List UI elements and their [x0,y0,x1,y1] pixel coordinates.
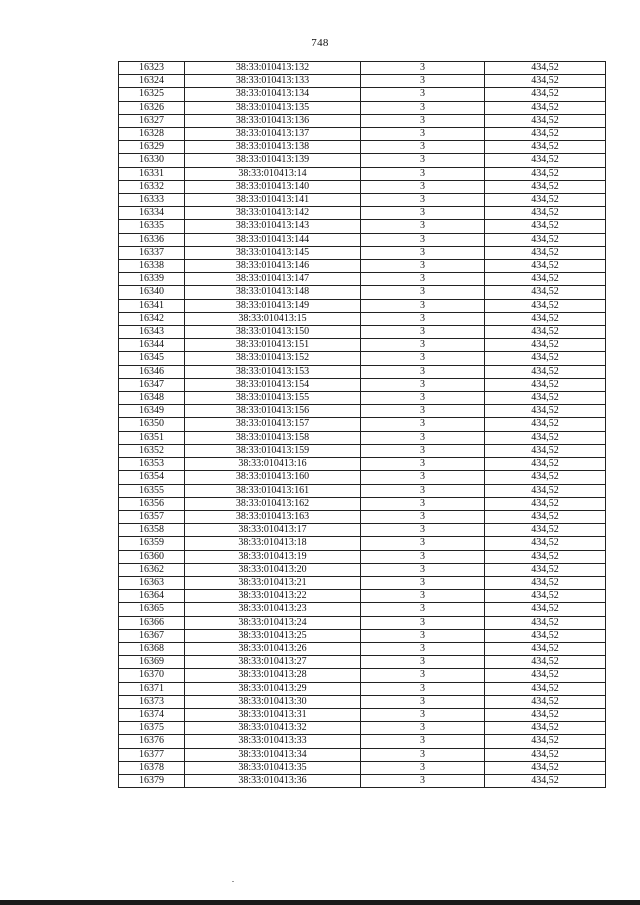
area-cell: 434,52 [485,603,606,616]
table-row [119,774,606,787]
area-cell: 434,52 [485,114,606,127]
area-cell: 434,52 [485,563,606,576]
area-cell: 434,52 [485,167,606,180]
area-cell: 434,52 [485,708,606,721]
table-row [119,233,606,246]
count-cell: 3 [361,761,485,774]
table-row [119,748,606,761]
table-row [119,735,606,748]
area-cell: 434,52 [485,748,606,761]
row-number-cell: 16352 [119,444,185,457]
cadastral-number-cell: 38:33:010413:147 [185,273,361,286]
area-cell: 434,52 [485,590,606,603]
count-cell: 3 [361,458,485,471]
row-number-cell: 16347 [119,378,185,391]
area-cell: 434,52 [485,326,606,339]
cadastral-number-cell: 38:33:010413:24 [185,616,361,629]
table-row [119,537,606,550]
row-number-cell: 16356 [119,497,185,510]
row-number-cell: 16376 [119,735,185,748]
row-number-cell: 16345 [119,352,185,365]
table-row [119,167,606,180]
area-cell: 434,52 [485,154,606,167]
area-cell: 434,52 [485,537,606,550]
count-cell: 3 [361,233,485,246]
table-row [119,154,606,167]
row-number-cell: 16329 [119,141,185,154]
count-cell: 3 [361,576,485,589]
count-cell: 3 [361,141,485,154]
count-cell: 3 [361,339,485,352]
area-cell: 434,52 [485,128,606,141]
cadastral-number-cell: 38:33:010413:136 [185,114,361,127]
row-number-cell: 16368 [119,642,185,655]
cadastral-number-cell: 38:33:010413:35 [185,761,361,774]
count-cell: 3 [361,207,485,220]
table-row [119,365,606,378]
area-cell: 434,52 [485,576,606,589]
table-row [119,180,606,193]
area-cell: 434,52 [485,312,606,325]
cadastral-number-cell: 38:33:010413:30 [185,695,361,708]
cadastral-number-cell: 38:33:010413:159 [185,444,361,457]
table-row [119,101,606,114]
table-row [119,378,606,391]
count-cell: 3 [361,682,485,695]
row-number-cell: 16348 [119,392,185,405]
page-number: 748 [311,37,329,49]
table-row [119,273,606,286]
row-number-cell: 16341 [119,299,185,312]
area-cell: 434,52 [485,141,606,154]
cadastral-number-cell: 38:33:010413:27 [185,656,361,669]
cadastral-number-cell: 38:33:010413:17 [185,524,361,537]
count-cell: 3 [361,180,485,193]
cadastral-number-cell: 38:33:010413:144 [185,233,361,246]
area-cell: 434,52 [485,194,606,207]
area-cell: 434,52 [485,695,606,708]
row-number-cell: 16332 [119,180,185,193]
table-row [119,629,606,642]
row-number-cell: 16326 [119,101,185,114]
cadastral-number-cell: 38:33:010413:28 [185,669,361,682]
cadastral-number-cell: 38:33:010413:21 [185,576,361,589]
cadastral-number-cell: 38:33:010413:162 [185,497,361,510]
row-number-cell: 16331 [119,167,185,180]
cadastral-number-cell: 38:33:010413:157 [185,418,361,431]
count-cell: 3 [361,101,485,114]
table-row [119,722,606,735]
area-cell: 434,52 [485,484,606,497]
row-number-cell: 16357 [119,510,185,523]
table-row [119,88,606,101]
row-number-cell: 16353 [119,458,185,471]
count-cell: 3 [361,405,485,418]
count-cell: 3 [361,378,485,391]
count-cell: 3 [361,246,485,259]
table-row [119,656,606,669]
table-row [119,616,606,629]
count-cell: 3 [361,75,485,88]
row-number-cell: 16359 [119,537,185,550]
table-row [119,590,606,603]
row-number-cell: 16334 [119,207,185,220]
table-row [119,642,606,655]
cadastral-number-cell: 38:33:010413:18 [185,537,361,550]
count-cell: 3 [361,88,485,101]
row-number-cell: 16330 [119,154,185,167]
cadastral-number-cell: 38:33:010413:139 [185,154,361,167]
cadastral-number-cell: 38:33:010413:20 [185,563,361,576]
area-cell: 434,52 [485,233,606,246]
row-number-cell: 16355 [119,484,185,497]
table-row [119,761,606,774]
count-cell: 3 [361,656,485,669]
row-number-cell: 16367 [119,629,185,642]
cadastral-number-cell: 38:33:010413:140 [185,180,361,193]
table-row [119,207,606,220]
area-cell: 434,52 [485,246,606,259]
table-row [119,550,606,563]
table-row [119,484,606,497]
row-number-cell: 16343 [119,326,185,339]
cadastral-number-cell: 38:33:010413:137 [185,128,361,141]
count-cell: 3 [361,444,485,457]
table-row [119,326,606,339]
table-row [119,510,606,523]
row-number-cell: 16325 [119,88,185,101]
area-cell: 434,52 [485,444,606,457]
area-cell: 434,52 [485,392,606,405]
row-number-cell: 16342 [119,312,185,325]
count-cell: 3 [361,497,485,510]
scan-bottom-edge [0,900,640,905]
row-number-cell: 16365 [119,603,185,616]
area-cell: 434,52 [485,405,606,418]
cadastral-number-cell: 38:33:010413:160 [185,471,361,484]
row-number-cell: 16369 [119,656,185,669]
area-cell: 434,52 [485,458,606,471]
count-cell: 3 [361,695,485,708]
count-cell: 3 [361,326,485,339]
table-row [119,352,606,365]
count-cell: 3 [361,352,485,365]
table-row [119,405,606,418]
table-row [119,312,606,325]
cadastral-number-cell: 38:33:010413:163 [185,510,361,523]
area-cell: 434,52 [485,220,606,233]
table-row [119,141,606,154]
row-number-cell: 16360 [119,550,185,563]
count-cell: 3 [361,167,485,180]
cadastral-number-cell: 38:33:010413:135 [185,101,361,114]
area-cell: 434,52 [485,286,606,299]
cadastral-number-cell: 38:33:010413:25 [185,629,361,642]
cadastral-number-cell: 38:33:010413:22 [185,590,361,603]
row-number-cell: 16374 [119,708,185,721]
area-cell: 434,52 [485,656,606,669]
table-row [119,194,606,207]
cadastral-number-cell: 38:33:010413:158 [185,431,361,444]
area-cell: 434,52 [485,260,606,273]
count-cell: 3 [361,114,485,127]
table-row [119,114,606,127]
count-cell: 3 [361,774,485,787]
table-row [119,392,606,405]
cadastral-number-cell: 38:33:010413:146 [185,260,361,273]
count-cell: 3 [361,642,485,655]
row-number-cell: 16350 [119,418,185,431]
row-number-cell: 16364 [119,590,185,603]
row-number-cell: 16375 [119,722,185,735]
count-cell: 3 [361,418,485,431]
registry-table [118,61,606,788]
table-row [119,286,606,299]
area-cell: 434,52 [485,75,606,88]
cadastral-number-cell: 38:33:010413:149 [185,299,361,312]
count-cell: 3 [361,273,485,286]
table-row [119,444,606,457]
table-row [119,431,606,444]
table-row [119,339,606,352]
area-cell: 434,52 [485,524,606,537]
area-cell: 434,52 [485,669,606,682]
row-number-cell: 16323 [119,62,185,75]
area-cell: 434,52 [485,180,606,193]
count-cell: 3 [361,590,485,603]
count-cell: 3 [361,603,485,616]
area-cell: 434,52 [485,207,606,220]
row-number-cell: 16378 [119,761,185,774]
row-number-cell: 16339 [119,273,185,286]
row-number-cell: 16363 [119,576,185,589]
count-cell: 3 [361,616,485,629]
row-number-cell: 16349 [119,405,185,418]
count-cell: 3 [361,484,485,497]
row-number-cell: 16371 [119,682,185,695]
row-number-cell: 16344 [119,339,185,352]
cadastral-number-cell: 38:33:010413:33 [185,735,361,748]
table-row [119,260,606,273]
cadastral-number-cell: 38:33:010413:153 [185,365,361,378]
cadastral-number-cell: 38:33:010413:143 [185,220,361,233]
count-cell: 3 [361,722,485,735]
cadastral-number-cell: 38:33:010413:29 [185,682,361,695]
count-cell: 3 [361,735,485,748]
area-cell: 434,52 [485,431,606,444]
area-cell: 434,52 [485,735,606,748]
scan-speck [232,881,234,882]
cadastral-number-cell: 38:33:010413:161 [185,484,361,497]
cadastral-number-cell: 38:33:010413:31 [185,708,361,721]
count-cell: 3 [361,299,485,312]
count-cell: 3 [361,312,485,325]
table-row [119,682,606,695]
count-cell: 3 [361,748,485,761]
area-cell: 434,52 [485,62,606,75]
cadastral-number-cell: 38:33:010413:14 [185,167,361,180]
cadastral-number-cell: 38:33:010413:141 [185,194,361,207]
table-row [119,458,606,471]
area-cell: 434,52 [485,761,606,774]
area-cell: 434,52 [485,629,606,642]
row-number-cell: 16324 [119,75,185,88]
cadastral-number-cell: 38:33:010413:150 [185,326,361,339]
registry-table-body [119,62,606,788]
row-number-cell: 16358 [119,524,185,537]
cadastral-number-cell: 38:33:010413:152 [185,352,361,365]
cadastral-number-cell: 38:33:010413:19 [185,550,361,563]
count-cell: 3 [361,286,485,299]
area-cell: 434,52 [485,497,606,510]
table-row [119,418,606,431]
row-number-cell: 16370 [119,669,185,682]
row-number-cell: 16337 [119,246,185,259]
row-number-cell: 16366 [119,616,185,629]
count-cell: 3 [361,220,485,233]
cadastral-number-cell: 38:33:010413:155 [185,392,361,405]
table-row [119,669,606,682]
cadastral-number-cell: 38:33:010413:148 [185,286,361,299]
row-number-cell: 16379 [119,774,185,787]
row-number-cell: 16373 [119,695,185,708]
area-cell: 434,52 [485,550,606,563]
count-cell: 3 [361,510,485,523]
count-cell: 3 [361,365,485,378]
area-cell: 434,52 [485,510,606,523]
table-row [119,299,606,312]
count-cell: 3 [361,392,485,405]
cadastral-number-cell: 38:33:010413:156 [185,405,361,418]
area-cell: 434,52 [485,101,606,114]
row-number-cell: 16340 [119,286,185,299]
area-cell: 434,52 [485,774,606,787]
cadastral-number-cell: 38:33:010413:142 [185,207,361,220]
area-cell: 434,52 [485,299,606,312]
count-cell: 3 [361,260,485,273]
table-row [119,128,606,141]
table-row [119,576,606,589]
table-row [119,75,606,88]
count-cell: 3 [361,62,485,75]
count-cell: 3 [361,550,485,563]
count-cell: 3 [361,524,485,537]
cadastral-number-cell: 38:33:010413:145 [185,246,361,259]
row-number-cell: 16354 [119,471,185,484]
row-number-cell: 16362 [119,563,185,576]
table-row [119,246,606,259]
count-cell: 3 [361,471,485,484]
count-cell: 3 [361,154,485,167]
row-number-cell: 16336 [119,233,185,246]
cadastral-number-cell: 38:33:010413:26 [185,642,361,655]
row-number-cell: 16351 [119,431,185,444]
table-row [119,695,606,708]
table-row [119,220,606,233]
table-row [119,471,606,484]
row-number-cell: 16338 [119,260,185,273]
table-row [119,603,606,616]
area-cell: 434,52 [485,642,606,655]
table-row [119,62,606,75]
count-cell: 3 [361,194,485,207]
area-cell: 434,52 [485,88,606,101]
cadastral-number-cell: 38:33:010413:132 [185,62,361,75]
table-row [119,563,606,576]
row-number-cell: 16327 [119,114,185,127]
cadastral-number-cell: 38:33:010413:154 [185,378,361,391]
cadastral-number-cell: 38:33:010413:34 [185,748,361,761]
row-number-cell: 16333 [119,194,185,207]
area-cell: 434,52 [485,339,606,352]
row-number-cell: 16335 [119,220,185,233]
count-cell: 3 [361,669,485,682]
row-number-cell: 16328 [119,128,185,141]
row-number-cell: 16346 [119,365,185,378]
cadastral-number-cell: 38:33:010413:151 [185,339,361,352]
table-row [119,524,606,537]
count-cell: 3 [361,431,485,444]
cadastral-number-cell: 38:33:010413:138 [185,141,361,154]
count-cell: 3 [361,563,485,576]
count-cell: 3 [361,128,485,141]
area-cell: 434,52 [485,722,606,735]
area-cell: 434,52 [485,365,606,378]
cadastral-number-cell: 38:33:010413:15 [185,312,361,325]
cadastral-number-cell: 38:33:010413:23 [185,603,361,616]
cadastral-number-cell: 38:33:010413:32 [185,722,361,735]
area-cell: 434,52 [485,471,606,484]
cadastral-number-cell: 38:33:010413:133 [185,75,361,88]
area-cell: 434,52 [485,352,606,365]
count-cell: 3 [361,708,485,721]
area-cell: 434,52 [485,616,606,629]
table-row [119,708,606,721]
row-number-cell: 16377 [119,748,185,761]
area-cell: 434,52 [485,378,606,391]
area-cell: 434,52 [485,418,606,431]
cadastral-number-cell: 38:33:010413:134 [185,88,361,101]
area-cell: 434,52 [485,273,606,286]
area-cell: 434,52 [485,682,606,695]
cadastral-number-cell: 38:33:010413:16 [185,458,361,471]
table-row [119,497,606,510]
count-cell: 3 [361,537,485,550]
count-cell: 3 [361,629,485,642]
cadastral-number-cell: 38:33:010413:36 [185,774,361,787]
